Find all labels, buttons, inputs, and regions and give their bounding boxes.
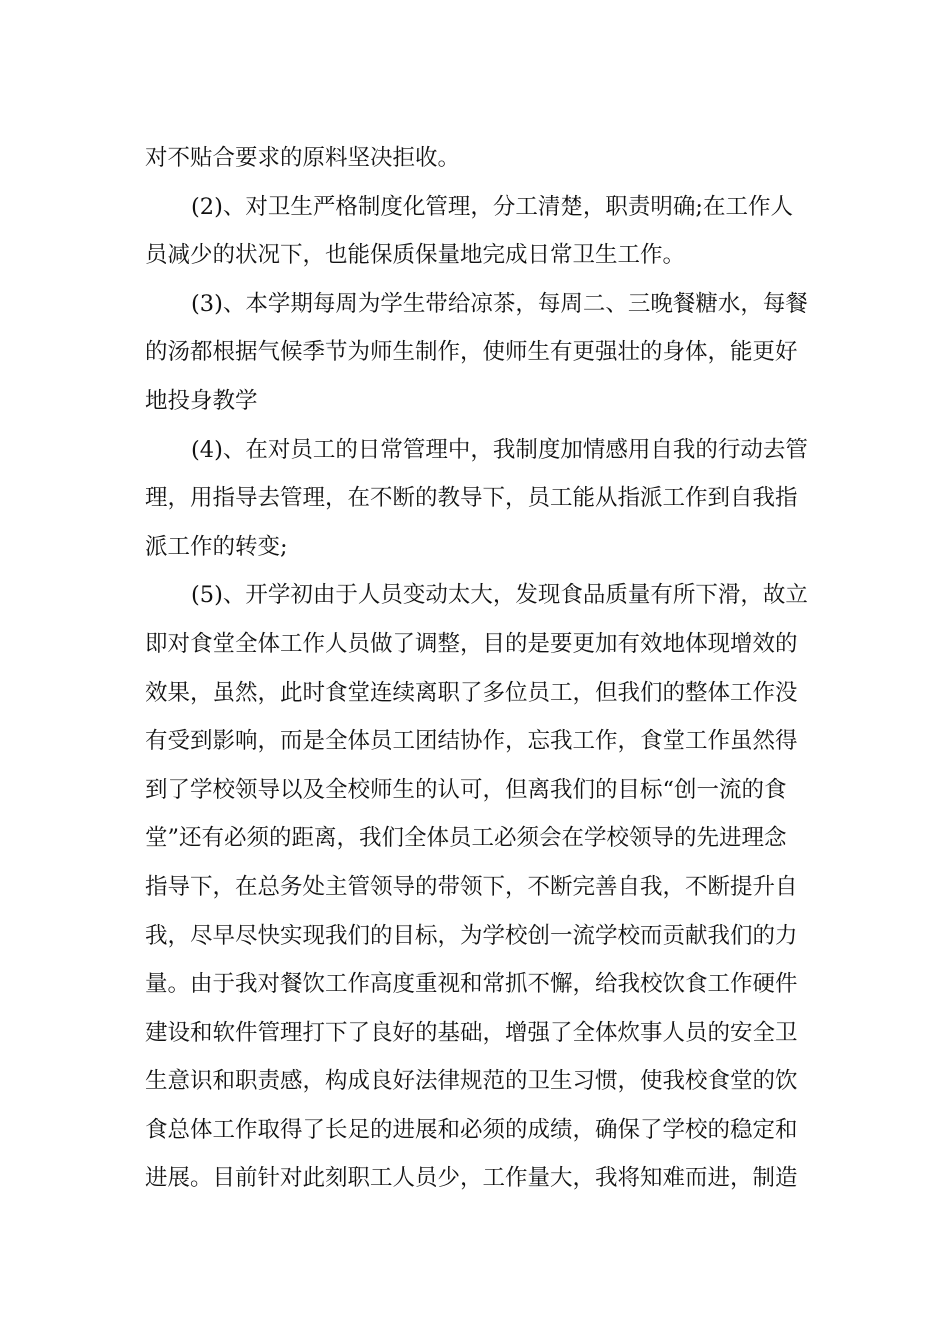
paragraph-first-line: (3)、本学期每周为学生带给凉茶，每周二、三晚餐糖水，每餐 bbox=[191, 290, 808, 317]
paragraph-first-line: (5)、开学初由于人员变动太大，发现食品质量有所下滑，故立 bbox=[191, 582, 808, 609]
paragraph-line: 食总体工作取得了长足的进展和必须的成绩，确保了学校的稳定和 bbox=[145, 1116, 798, 1143]
paragraph-line: 生意识和职责感，构成良好法律规范的卫生习惯，使我校食堂的饮 bbox=[145, 1068, 798, 1095]
paragraph-first-line: (2)、对卫生严格制度化管理，分工清楚，职责明确;在工作人 bbox=[191, 193, 793, 220]
paragraph-line: 到了学校领导以及全校师生的认可，但离我们的目标“创一流的食 bbox=[145, 776, 787, 803]
paragraph-line: 我，尽早尽快实现我们的目标，为学校创一流学校而贡献我们的力 bbox=[145, 922, 798, 949]
paragraph-line: 堂”还有必须的距离，我们全体员工必须会在学校领导的先进理念 bbox=[145, 825, 787, 852]
paragraph-line: 的汤都根据气候季节为师生制作，使师生有更强壮的身体，能更好 bbox=[145, 339, 798, 366]
paragraph-first-line: (4)、在对员工的日常管理中，我制度加情感用自我的行动去管 bbox=[191, 436, 808, 463]
paragraph-line: 对不贴合要求的原料坚决拒收。 bbox=[145, 145, 461, 171]
paragraph-line: 有受到影响，而是全体员工团结协作，忘我工作，食堂工作虽然得 bbox=[145, 728, 798, 755]
paragraph-line: 指导下，在总务处主管领导的带领下，不断完善自我，不断提升自 bbox=[145, 873, 798, 900]
paragraph-line: 派工作的转变; bbox=[145, 533, 288, 560]
paragraph-line: 进展。目前针对此刻职工人员少，工作量大，我将知难而进，制造 bbox=[145, 1165, 798, 1192]
paragraph-line: 效果，虽然，此时食堂连续离职了多位员工，但我们的整体工作没 bbox=[145, 679, 798, 706]
paragraph-line: 员减少的状况下，也能保质保量地完成日常卫生工作。 bbox=[145, 242, 686, 269]
document-body bbox=[145, 134, 807, 1203]
paragraph-line: 建设和软件管理打下了良好的基础，增强了全体炊事人员的安全卫 bbox=[145, 1019, 798, 1046]
paragraph-line: 量。由于我对餐饮工作高度重视和常抓不懈，给我校饮食工作硬件 bbox=[145, 971, 798, 998]
paragraph-line: 地投身教学 bbox=[145, 387, 258, 414]
paragraph-line: 即对食堂全体工作人员做了调整，目的是要更加有效地体现增效的 bbox=[145, 630, 798, 657]
paragraph-line: 理，用指导去管理，在不断的教导下，员工能从指派工作到自我指 bbox=[145, 485, 798, 512]
